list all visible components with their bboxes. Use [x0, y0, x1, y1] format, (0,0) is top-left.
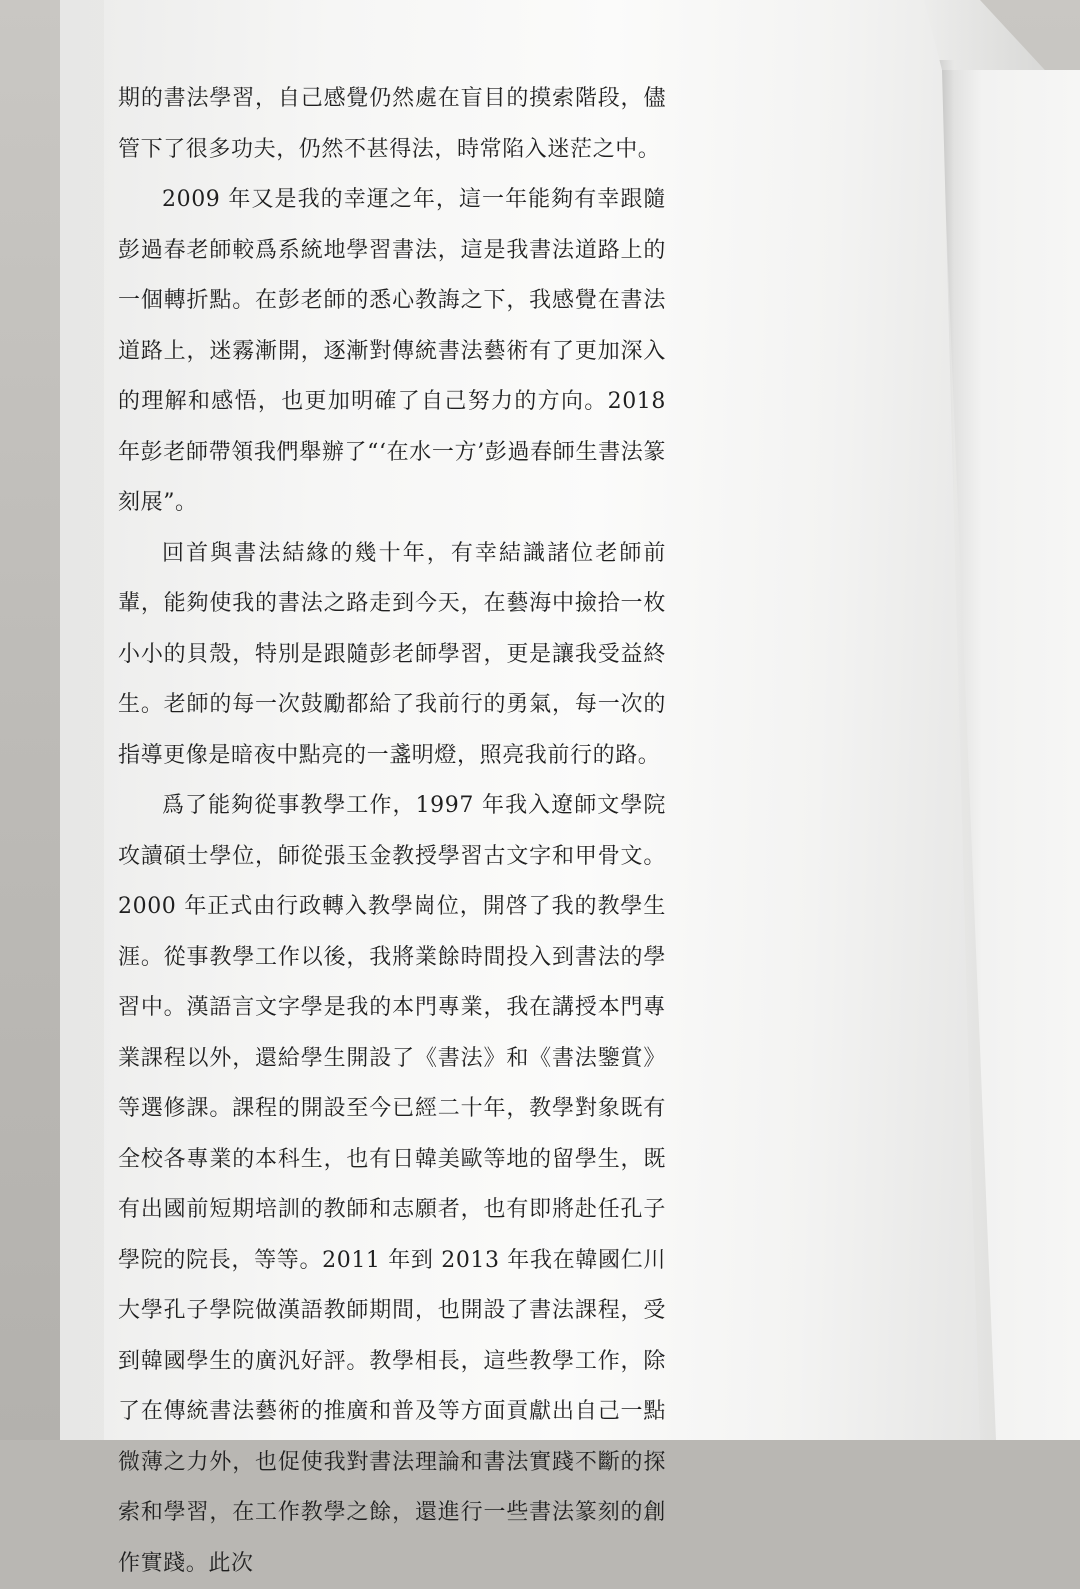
- page-text-body: [118, 74, 666, 1589]
- paragraph-teaching: 爲了能夠從事教學工作，1997 年我入遼師文學院攻讀碩士學位，師從張玉金教授學習古文字和甲骨文。2000 年正式由行政轉入教學崗位，開啓了我的教學生涯。從事教學工作以後，我將業餘時間投入到書法的學習中。漢語言文字學是我的本門專業，我在講授本門專業課程以外，還給學生開設了《書法》和《書法鑒賞》等選修課。課程的開設至今已經二十年，教學對象既有全校各專業的本科生，也有日韓美歐等地的留學生，既有出國前短期培訓的教師和志願者，也有即將赴任孔子學院的院長，等等。2011 年到 2013 年我在韓國仁川大學孔子學院做漢語教師期間，也開設了書法課程，受到韓國學生的廣汎好評。教學相長，這些教學工作，除了在傳統書法藝術的推廣和普及等方面貢獻出自己一點微薄之力外，也促使我對書法理論和書法實踐不斷的探索和學習，在工作教學之餘，還進行一些書法篆刻的創作實踐。此次: [118, 793, 666, 1576]
- paragraph-2009: 2009 年又是我的幸運之年，這一年能夠有幸跟隨彭過春老師較爲系統地學習書法，這是我書法道路上的一個轉折點。在彭老師的悉心教誨之下，我感覺在書法道路上，迷霧漸開，逐漸對傳統書法藝術有了更加深入的理解和感悟，也更加明確了自己努力的方向。2018 年彭老師帶領我們舉辦了“‘在水一方’彭過春師生書法篆刻展”。: [118, 187, 666, 515]
- paragraph-looking-back: 回首與書法結緣的幾十年，有幸結識諸位老師前輩，能夠使我的書法之路走到今天，在藝海中撿拾一枚小小的貝殼，特別是跟隨彭老師學習，更是讓我受益終生。老師的每一次鼓勵都給了我前行的勇氣，每一次的指導更像是暗夜中點亮的一盞明燈，照亮我前行的路。: [118, 540, 666, 768]
- paragraph-continuation: 期的書法學習，自己感覺仍然處在盲目的摸索階段，儘管下了很多功夫，仍然不甚得法，時常陷入迷茫之中。: [118, 86, 666, 162]
